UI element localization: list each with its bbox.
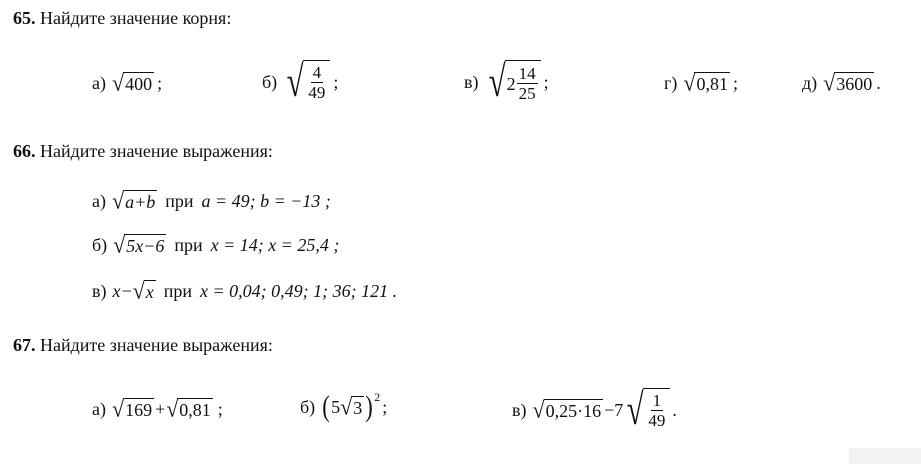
sqrt: √ 5x−6: [113, 231, 165, 258]
tail: .: [672, 400, 677, 420]
radicand: 0,81: [179, 400, 211, 420]
radicand: 0,81: [696, 74, 728, 94]
numerator: 4: [312, 63, 322, 82]
sqrt: √ a+b: [111, 187, 156, 214]
p67-item-c: [512, 385, 677, 434]
tail: ;: [157, 73, 163, 93]
radicand: 5x−6: [126, 236, 165, 256]
p65-item-e: [802, 69, 881, 96]
tail: ;: [333, 72, 339, 92]
item-label: а): [92, 191, 106, 211]
p67-item-b: [300, 392, 387, 422]
numerator: 14: [518, 64, 536, 83]
problem-number: 66.: [13, 141, 36, 161]
tail: .: [876, 73, 881, 93]
sqrt: √ 0,81: [683, 69, 728, 96]
p65-item-b: [262, 57, 339, 106]
denominator: 49: [648, 411, 666, 430]
p66-item-a: [92, 187, 331, 214]
corner-shade: [849, 448, 921, 464]
problem-title: Найдите значение корня:: [40, 8, 232, 28]
p67-item-a: [92, 395, 223, 422]
sqrt: √ 169: [111, 395, 153, 422]
sqrt: √ 400: [111, 69, 153, 96]
operator: +: [155, 399, 166, 419]
fraction: [646, 391, 667, 430]
numerator: 1: [652, 391, 662, 410]
problem-number: 67.: [13, 335, 36, 355]
denominator: 49: [308, 83, 326, 102]
denominator: 25: [518, 84, 536, 103]
tail: ;: [382, 397, 388, 417]
when-word: при: [165, 191, 194, 211]
condition: x = 14; x = 25,4 ;: [210, 235, 340, 255]
problem-67-heading: [13, 334, 273, 356]
problem-66-heading: [13, 140, 273, 162]
p65-item-a: [92, 69, 163, 96]
sqrt: √ 3600: [823, 69, 873, 96]
tail: ;: [217, 399, 223, 419]
left-paren: (: [322, 390, 330, 423]
p66-item-b: [92, 231, 340, 258]
fraction: [306, 63, 327, 102]
item-label: а): [92, 73, 106, 93]
condition: x = 0,04; 0,49; 1; 36; 121 .: [199, 281, 398, 301]
radicand: 3: [353, 398, 363, 418]
sqrt: √ x: [132, 277, 154, 304]
right-paren: ): [365, 390, 373, 423]
when-word: при: [163, 281, 192, 301]
item-label: б): [92, 235, 108, 255]
prefix: x−: [112, 281, 133, 301]
item-label: г): [664, 73, 678, 93]
sqrt: √ 2 $\frac{14}{25}$: [485, 60, 541, 104]
problem-number: 65.: [13, 8, 36, 28]
condition: a = 49; b = −13 ;: [201, 191, 331, 211]
fraction: [517, 64, 538, 103]
item-label: д): [802, 73, 818, 93]
problem-title: Найдите значение выражения:: [40, 335, 273, 355]
whole-part: 2: [506, 73, 516, 94]
radicand: 400: [125, 74, 153, 94]
problem-title: Найдите значение выражения:: [40, 141, 273, 161]
operator: −7: [604, 400, 624, 420]
radicand: 0,25·16: [545, 401, 602, 421]
radicand: x: [145, 282, 154, 302]
tail: ;: [543, 72, 549, 92]
sqrt: √ 0,25·16: [532, 396, 602, 423]
p65-item-c: [464, 57, 549, 106]
exponent: 2: [374, 390, 381, 404]
item-label: в): [92, 281, 107, 301]
sqrt: √ 3: [340, 393, 363, 420]
when-word: при: [174, 235, 203, 255]
p65-item-d: [664, 69, 738, 96]
item-label: в): [464, 72, 479, 92]
item-label: б): [262, 72, 278, 92]
radicand: a+b: [125, 192, 156, 212]
radicand: 3600: [836, 74, 873, 94]
tail: ;: [732, 73, 738, 93]
radicand: 169: [125, 400, 153, 420]
sqrt: √ 0,81: [166, 395, 211, 422]
item-label: а): [92, 399, 106, 419]
p66-item-c: [92, 277, 398, 304]
sqrt: √ $\frac{1}{49}$: [623, 388, 670, 432]
coefficient: 5: [331, 397, 341, 417]
problem-65-heading: [13, 7, 231, 29]
item-label: б): [300, 397, 316, 417]
sqrt: √ $\frac{4}{49}$: [283, 60, 330, 104]
item-label: в): [512, 400, 527, 420]
